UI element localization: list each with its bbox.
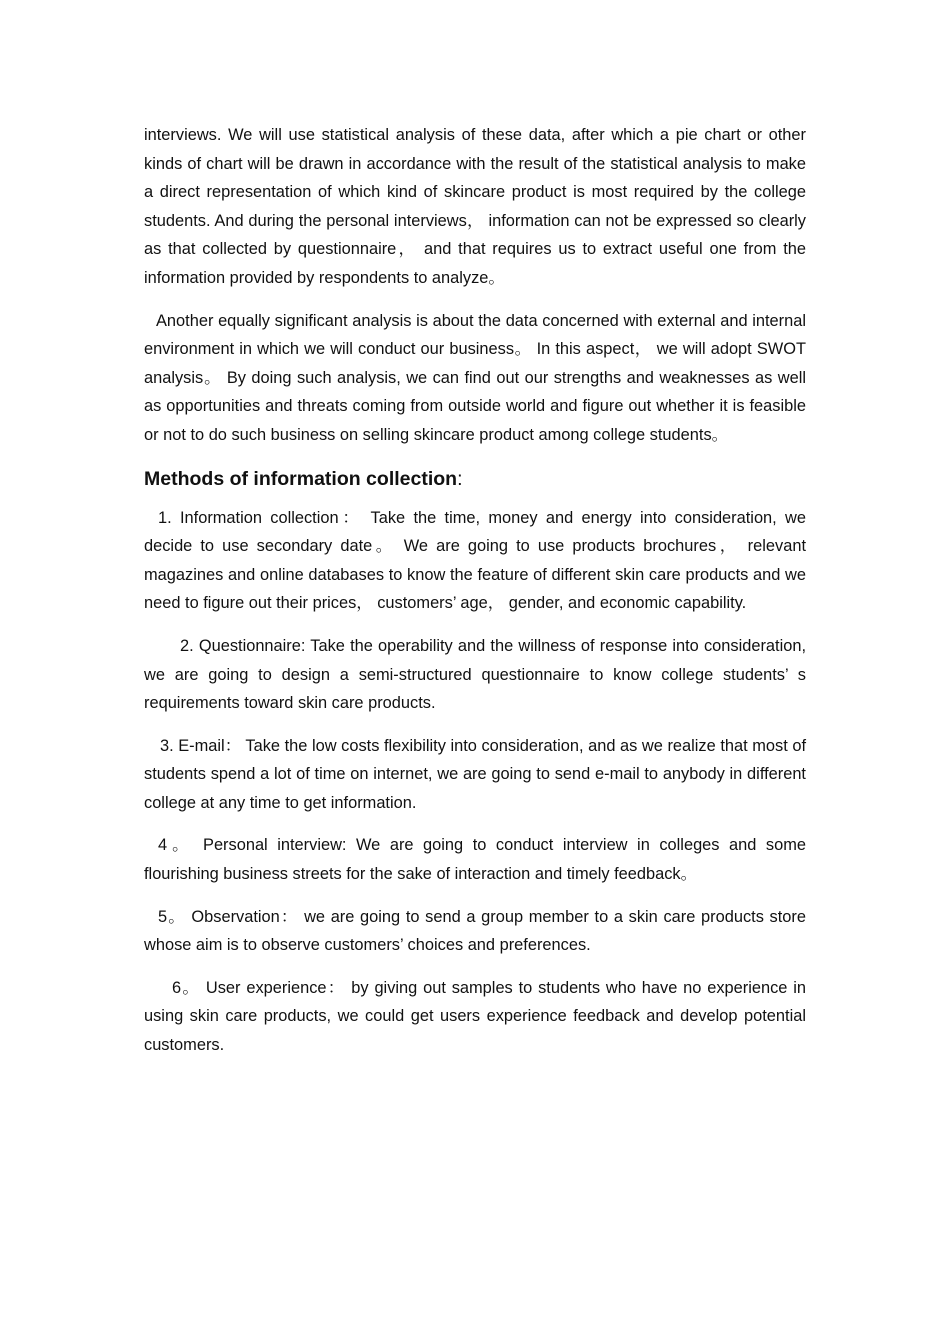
method-item-personal-interview: 4。 Personal interview: We are going to conduct interview in colleges and some flourishing business streets for the sake of interaction and timely feedback。 <box>144 836 806 884</box>
method-item-information-collection: 1. Information collection： Take the time, money and energy into consideration, we decide to use secondary date。 We are going to use products brochures， relevant magazines and online databases to know the feature of different skin care products and we need to figure out their prices， customers’ age， gender, and economic capability. <box>144 508 806 613</box>
paragraph-swot-analysis: Another equally significant analysis is about the data concerned with external and internal environment in which we will conduct our business。 In this aspect， we will adopt SWOT analysis。 By doing such analysis, we can find out our strengths and weaknesses as well as opportunities and threats coming from outside world and figure out whether it is feasible or not to do such business on selling skincare product among college students。 <box>144 311 806 444</box>
section-heading <box>144 464 806 494</box>
section-heading-colon: : <box>457 467 463 490</box>
document-page <box>144 121 806 1074</box>
method-item-email: 3. E-mail： Take the low costs flexibility into consideration, and as we realize that most of students spend a lot of time on internet, we are going to send e-mail to anybody in different college at any time to get information. <box>144 736 806 812</box>
method-item-user-experience: 6。 User experience： by giving out samples to students who have no experience in using skin care products, we could get users experience feedback and develop potential customers. <box>144 978 806 1055</box>
section-heading-text: Methods of information collection <box>144 467 458 490</box>
method-item-questionnaire: 2. Questionnaire: Take the operability and the willness of response into consideration, we are going to design a semi-structured questionnaire to know college students’ s requirements toward skin care products. <box>144 636 806 713</box>
method-item-observation: 5。 Observation： we are going to send a group member to a skin care products store whose aim is to observe customers’ choices and preferences. <box>144 907 806 955</box>
paragraph-interviews-analysis: interviews. We will use statistical analysis of these data, after which a pie chart or other kinds of chart will be drawn in accordance with the result of the statistical analysis to make a direct representation of which kind of skincare product is most required by the college students. And during the personal interviews， information can not be expressed so clearly as that collected by questionnaire， and that requires us to extract useful one from the information provided by respondents to analyze。 <box>144 126 806 287</box>
